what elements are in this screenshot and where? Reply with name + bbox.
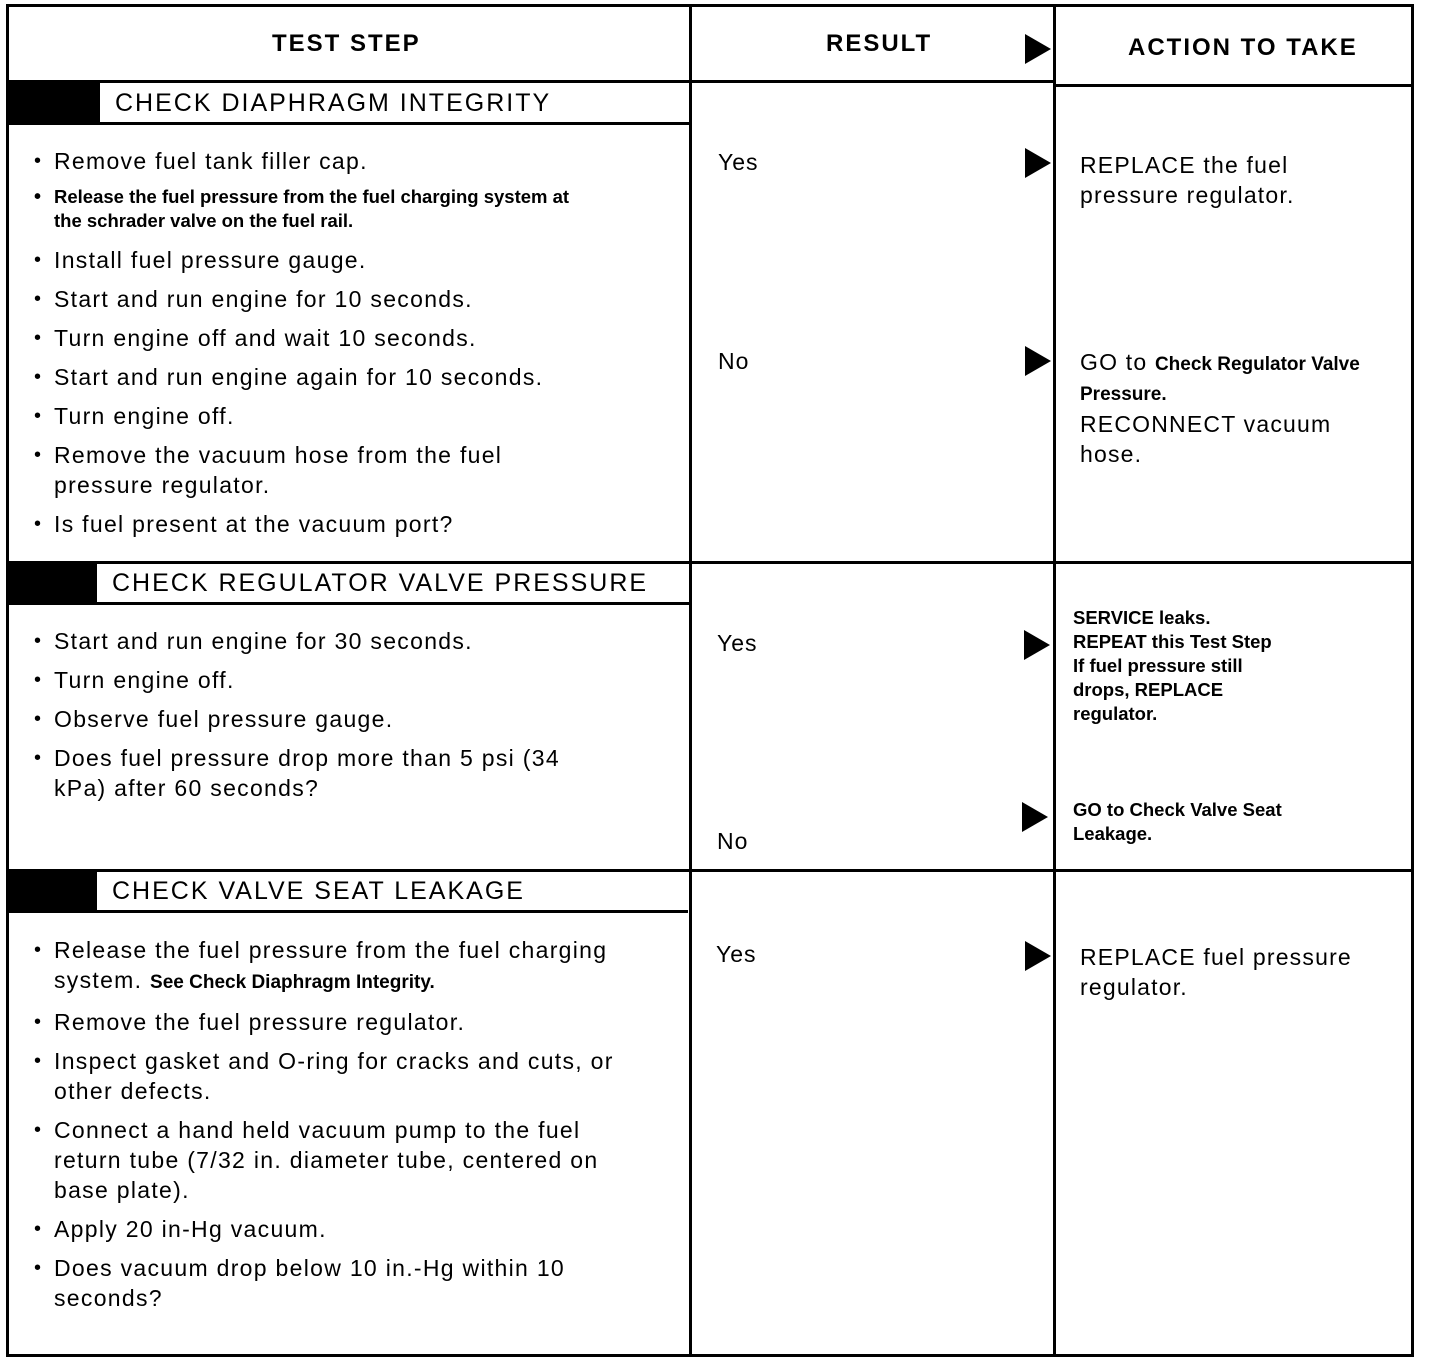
list-item: • Remove the vacuum hose from the fuel pressure regulator. <box>34 440 674 500</box>
action-reconnect-text: RECONNECT vacuum hose. <box>1080 411 1332 467</box>
step-reference-text: See Check Diaphragm Integrity. <box>150 972 435 993</box>
section-2-marker <box>6 564 97 604</box>
column-divider-1 <box>689 4 692 1357</box>
step-text: Release the fuel pressure from the fuel charging system. <box>54 937 608 993</box>
list-item: • Remove the fuel pressure regulator. <box>34 1007 674 1037</box>
list-item: • Start and run engine for 10 seconds. <box>34 284 674 314</box>
frame-bottom <box>6 1354 1414 1357</box>
section-3-title: CHECK VALVE SEAT LEAKAGE <box>112 877 525 905</box>
list-item: • Start and run engine again for 10 seconds. <box>34 362 674 392</box>
frame-top <box>6 4 1414 7</box>
section-1-action-yes: REPLACE the fuel pressure regulator. <box>1080 152 1295 208</box>
section-2-result-no: No <box>717 828 749 854</box>
column-divider-2 <box>1053 4 1056 1357</box>
header-rule-left <box>6 80 691 83</box>
frame-left <box>6 4 9 1357</box>
section-2-yes-arrow-icon <box>1024 630 1050 660</box>
section-3-result-yes: Yes <box>716 941 757 967</box>
section-1-steps <box>34 146 674 548</box>
action-go-to-text: GO to <box>1080 349 1148 375</box>
list-item: • Observe fuel pressure gauge. <box>34 704 674 734</box>
section-3-action-yes: REPLACE fuel pressure regulator. <box>1080 944 1352 1000</box>
header-arrow-icon <box>1025 34 1051 64</box>
section-3-yes-arrow-icon <box>1025 941 1051 971</box>
section-2-title-rule <box>6 602 691 605</box>
section-2-title: CHECK REGULATOR VALVE PRESSURE <box>112 569 649 597</box>
list-item: • Inspect gasket and O-ring for cracks and cuts, or other defects. <box>34 1046 674 1106</box>
header-rule-mid <box>689 80 1055 83</box>
section-1-result-no: No <box>718 348 750 374</box>
list-item: • Does vacuum drop below 10 in.-Hg within 10 seconds? <box>34 1253 674 1313</box>
action-link-text: Check Regulator Valve Pressure. <box>1080 354 1360 405</box>
section-2-rule <box>6 561 1414 564</box>
section-3-rule <box>6 869 1414 872</box>
section-2-no-arrow-icon <box>1022 802 1048 832</box>
list-item: • Release the fuel pressure from the fuel charging system at the schrader valve on the fuel rail. <box>34 185 674 233</box>
list-item: • Connect a hand held vacuum pump to the fuel return tube (7/32 in. diameter tube, centered on base plate). <box>34 1115 674 1205</box>
section-2-steps <box>34 626 674 812</box>
list-item: • Apply 20 in-Hg vacuum. <box>34 1214 674 1244</box>
section-1-yes-arrow-icon <box>1025 148 1051 178</box>
section-2-action-no: GO to Check Valve Seat Leakage. <box>1073 799 1282 844</box>
list-item: • Turn engine off. <box>34 401 674 431</box>
section-1-no-arrow-icon <box>1025 346 1051 376</box>
list-item: • Install fuel pressure gauge. <box>34 245 674 275</box>
section-1-title: CHECK DIAPHRAGM INTEGRITY <box>115 89 552 117</box>
section-3-title-rule <box>6 910 688 913</box>
action-line: SERVICE leaks. <box>1073 607 1211 628</box>
list-item <box>34 935 674 998</box>
action-header: ACTION TO TAKE <box>1128 34 1358 61</box>
list-item: • Turn engine off. <box>34 665 674 695</box>
list-item: • Remove fuel tank filler cap. <box>34 146 674 176</box>
list-item: • Start and run engine for 30 seconds. <box>34 626 674 656</box>
section-2-action-yes <box>1073 606 1333 726</box>
section-3-marker <box>6 872 97 912</box>
frame-right <box>1411 4 1414 1357</box>
list-item: • Turn engine off and wait 10 seconds. <box>34 323 674 353</box>
section-2-result-yes: Yes <box>717 630 758 656</box>
header-rule-right <box>1053 84 1414 87</box>
section-1-result-yes: Yes <box>718 149 759 175</box>
section-1-title-rule <box>6 122 691 125</box>
section-1-action-no <box>1080 347 1380 469</box>
section-3-steps <box>34 935 674 1322</box>
result-header: RESULT <box>826 30 933 57</box>
section-1-marker <box>6 83 100 123</box>
action-line: REPEAT this Test Step <box>1073 631 1272 652</box>
action-line: If fuel pressure still drops, REPLACE regulator. <box>1073 655 1243 724</box>
list-item: • Does fuel pressure drop more than 5 psi (34 kPa) after 60 seconds? <box>34 743 674 803</box>
list-item: • Is fuel present at the vacuum port? <box>34 509 674 539</box>
test-step-header: TEST STEP <box>272 30 421 57</box>
